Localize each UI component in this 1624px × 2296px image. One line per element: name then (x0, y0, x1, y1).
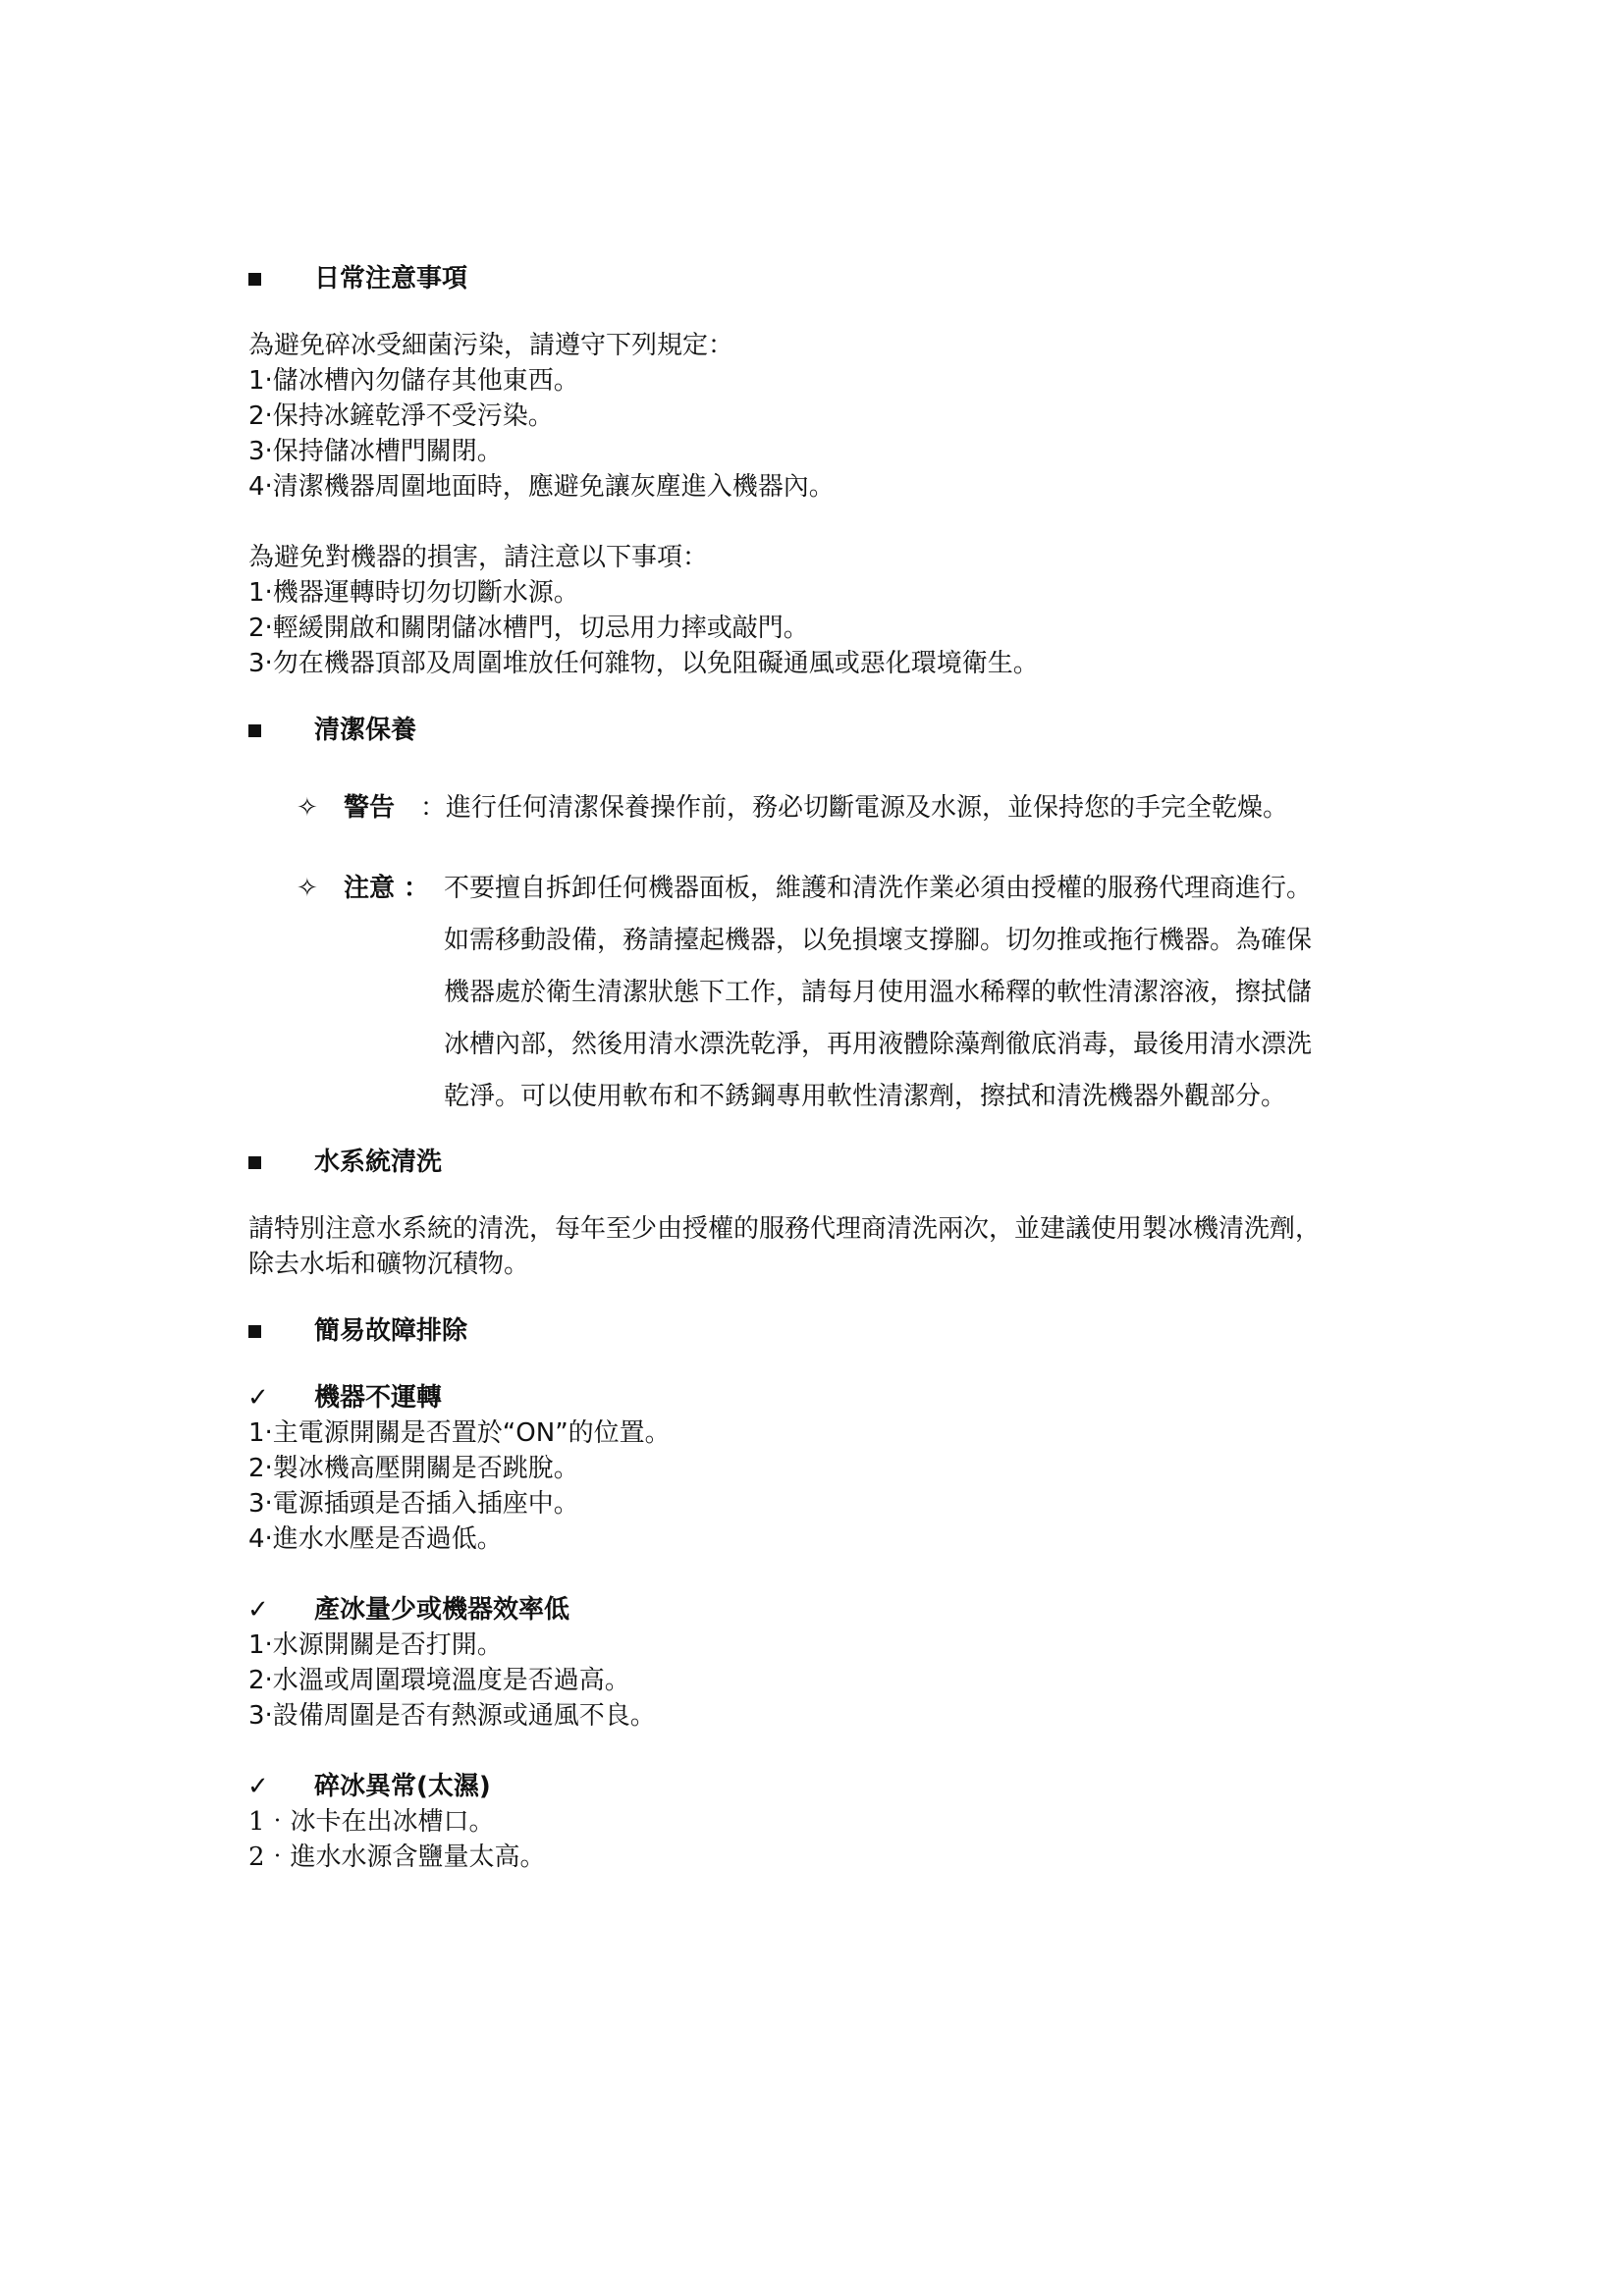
square-bullet-icon (248, 1156, 261, 1169)
trouble-item: 3‧設備周圍是否有熱源或通風不良。 (248, 1701, 656, 1731)
check-mark-icon: ✓ (247, 1383, 269, 1413)
trouble-item: 1‧冰卡在出冰槽口。 (248, 1807, 495, 1837)
daily-rule-4: 4‧清潔機器周圍地面時，應避免讓灰塵進入機器內。 (248, 472, 835, 502)
square-bullet-icon (248, 273, 261, 286)
notice-line-2: 如需移動設備，務請擡起機器，以免損壞支撐腳。切勿推或拖行機器。為確保 (444, 926, 1313, 955)
notice-label: 注意 ： (344, 874, 430, 903)
warning-text: ：進行任何清潔保養操作前，務必切斷電源及水源，並保持您的手完全乾燥。 (420, 793, 1289, 823)
daily-rule2-2: 2‧輕緩開啟和關閉儲冰槽門，切忌用力摔或敲門。 (248, 614, 809, 643)
water-text-1: 請特別注意水系統的清洗，每年至少由授權的服務代理商清洗兩次，並建議使用製冰機清洗劑， (248, 1214, 1322, 1244)
notice-line-1: 不要擅自拆卸任何機器面板，維護和清洗作業必須由授權的服務代理商進行。 (444, 874, 1313, 903)
trouble-item: 3‧電源插頭是否插入插座中。 (248, 1489, 579, 1519)
section-heading-troubleshooting: 簡易故障排除 (314, 1316, 468, 1346)
daily-rule-1: 1‧儲冰槽內勿儲存其他東西。 (248, 366, 579, 396)
daily-rule-3: 3‧保持儲冰槽門關閉。 (248, 437, 503, 466)
daily-intro-1: 為避免碎冰受細菌污染，請遵守下列規定： (248, 331, 734, 360)
check-mark-icon: ✓ (247, 1772, 269, 1801)
diamond-bullet-icon: ✧ (297, 874, 318, 903)
section-heading-water: 水系統清洗 (314, 1148, 443, 1177)
trouble-group-title: 機器不運轉 (314, 1383, 443, 1413)
check-mark-icon: ✓ (247, 1595, 269, 1625)
daily-rule-2: 2‧保持冰鏟乾淨不受污染。 (248, 401, 554, 431)
trouble-item: 1‧水源開關是否打開。 (248, 1630, 503, 1660)
trouble-item: 1‧主電源開關是否置於“ON”的位置。 (248, 1418, 671, 1448)
notice-line-4: 冰槽內部，然後用清水漂洗乾淨，再用液體除藻劑徹底消毒，最後用清水漂洗 (444, 1030, 1313, 1059)
water-text-2: 除去水垢和礦物沉積物。 (248, 1250, 530, 1279)
trouble-item: 2‧進水水源含鹽量太高。 (248, 1842, 546, 1872)
trouble-item: 2‧水溫或周圍環境溫度是否過高。 (248, 1666, 630, 1695)
section-heading-daily: 日常注意事項 (314, 264, 468, 294)
square-bullet-icon (248, 724, 261, 737)
diamond-bullet-icon: ✧ (297, 793, 318, 823)
trouble-item: 2‧製冰機高壓開關是否跳脫。 (248, 1454, 579, 1483)
square-bullet-icon (248, 1325, 261, 1338)
warning-label: 警告 (344, 793, 396, 823)
daily-intro-2: 為避免對機器的損害，請注意以下事項： (248, 543, 709, 572)
section-heading-cleaning: 清潔保養 (314, 716, 417, 745)
trouble-group-title: 碎冰異常(太濕) (314, 1772, 491, 1801)
notice-line-5: 乾淨。可以使用軟布和不銹鋼專用軟性清潔劑，擦拭和清洗機器外觀部分。 (444, 1082, 1287, 1111)
trouble-item: 4‧進水水壓是否過低。 (248, 1524, 503, 1554)
trouble-group-title: 產冰量少或機器效率低 (314, 1595, 570, 1625)
notice-line-3: 機器處於衛生清潔狀態下工作，請每月使用溫水稀釋的軟性清潔溶液，擦拭儲 (444, 978, 1313, 1007)
daily-rule2-1: 1‧機器運轉時切勿切斷水源。 (248, 578, 579, 608)
daily-rule2-3: 3‧勿在機器頂部及周圍堆放任何雜物，以免阻礙通風或惡化環境衛生。 (248, 649, 1039, 678)
